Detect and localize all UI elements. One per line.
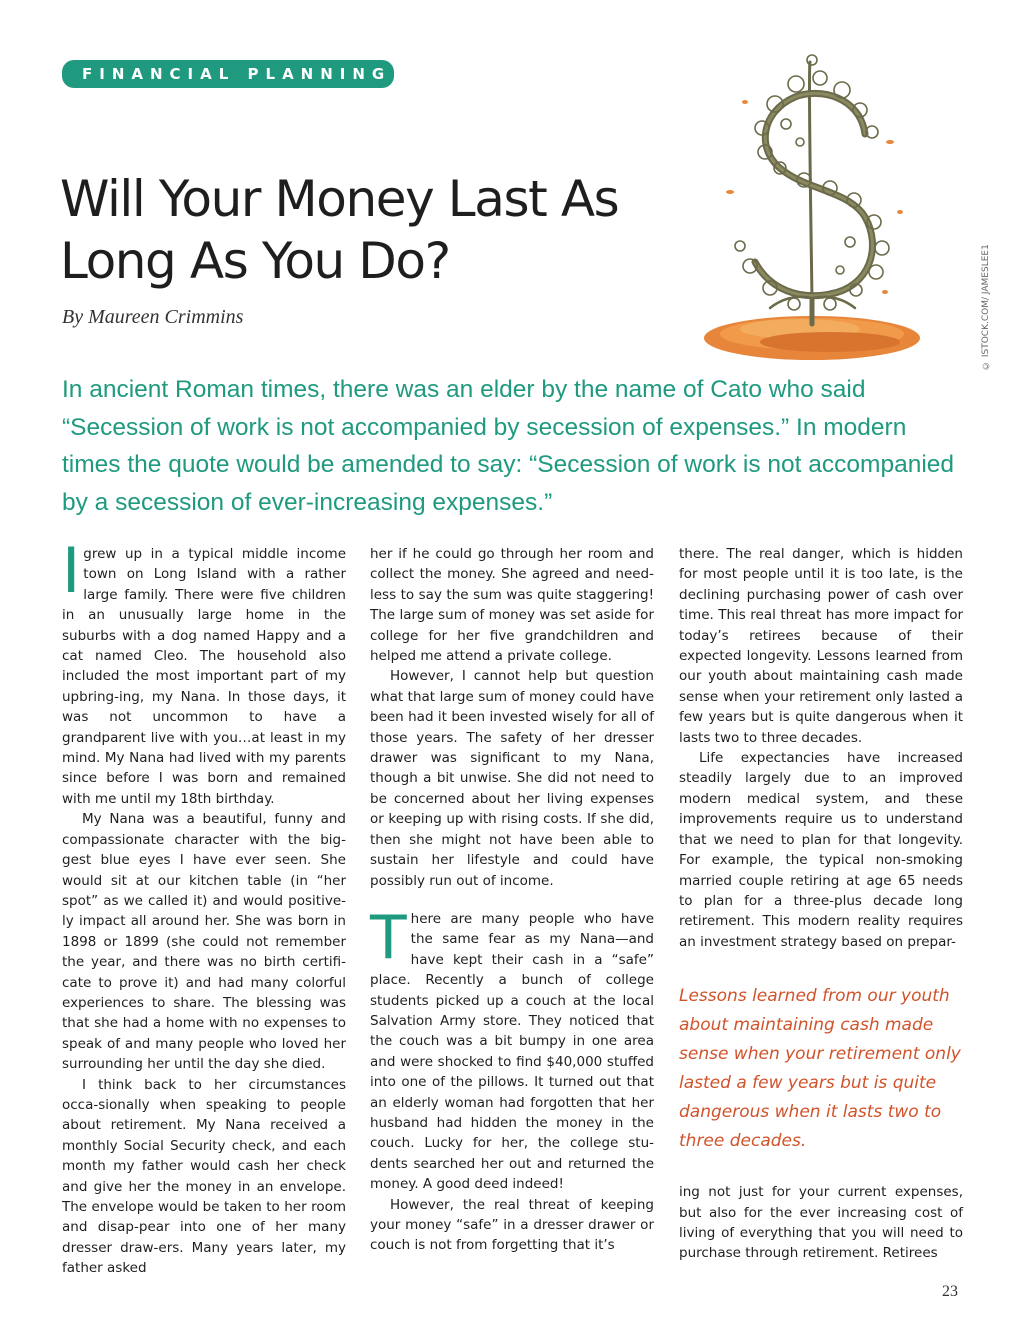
paragraph: Life expectancies have increased steadily largely due to an improved modern medical system, and these improvements require us to understand that we need to plan for that longevity. For example, the typical non-smoking married couple retiring at age 65 needs to plan for a three-plus decade long retirement. This modern reality requires an investment strategy based on prepar- — [679, 750, 963, 950]
pull-quote: Lessons learned from our youth about maintaining cash made sense when your retirement only lasted a few years but is quite dangerous when it lasts two to three decades. — [679, 986, 961, 1152]
paragraph: My Nana was a beautiful, funny and compassionate character with the big-gest blue eyes I have ever seen. She would sit at our kitchen table (in “her spot” as we called it) and would positive-ly impact all around her. She was born in 1898 or 1899 (she could not remember the year, and there was no birth certifi-cate to prove it) and had many colorful experiences to share. The blessing was that she had a home with no expenses to speak of and many people who loved her surrounding her until the day she died. — [62, 811, 346, 1073]
article-column-3 — [679, 544, 963, 1264]
paragraph: her if he could go through her room and collect the money. She agreed and need-less to say the sum was quite staggering! The large sum of money was set aside for college for her five grandchildren and helped me attend a private college. — [370, 546, 654, 665]
dollar-sign-tree-icon — [700, 42, 940, 372]
title-line-2: Long As You Do? — [60, 232, 450, 290]
paragraph — [62, 534, 346, 809]
section-label: FINANCIAL PLANNING — [62, 60, 394, 88]
article-column-2 — [370, 544, 654, 1256]
paragraph: ing not just for your current expenses, but also for the ever increasing cost of living of everything that you will need to purchase through retirement. Retirees — [679, 1184, 963, 1262]
intro-quote: In ancient Roman times, there was an elder by the name of Cato who said “Secession of work is not accompanied by secession of expenses.” In modern times the quote would be amended to say: “Secession of work is not accompanied by a secession of ever-increasing expenses.” — [62, 376, 955, 516]
article-column-1 — [62, 534, 346, 1279]
paragraph: However, the real threat of keeping your money “safe” in a dresser drawer or couch is not from forgetting that it’s — [370, 1196, 654, 1254]
paragraph-text: grew up in a typical middle income town on Long Island with a rather large family. There were five children in an unusually large home in the suburbs with a dog named Happy and a cat named Cleo. The household also included the most important part of my upbring-ing, my Nana. In those days, it was not uncommon to have a grandparent live with you…at least in my mind. My Nana had lived with my parents since before I was born and remained with me until my 18th birthday. — [62, 546, 346, 807]
drop-cap: I — [62, 534, 81, 607]
paragraph: However, I cannot help but question what that large sum of money could have been had it been invested wisely for all of those years. The safety of her dresser drawer was significant to my Nana, though a bit unwise. She did not need to be concerned about her living expenses or keeping up with rising costs. If she did, then she might not have been able to sustain her lifestyle and could have possibly run out of income. — [370, 668, 654, 889]
paragraph — [370, 902, 654, 1195]
paragraph-text: here are many people who have the same fear as my Nana—and have kept their cash in a “safe” place. Recently a bunch of college students picked up a couch at the local Salvation Army store. They noticed that the couch was a bit bumpy in one area and were shocked to find $40,000 stuffed into one of the pillows. It turned out that an elderly woman had forgotten that her husband had hidden the money in the couch. Lucky for her, the college stu-dents searched her out and returned the money. A good deed indeed! — [370, 910, 654, 1193]
page-number: 23 — [942, 1283, 958, 1300]
drop-cap: T — [370, 902, 407, 973]
paragraph: I think back to her circumstances occa-sionally when speaking to people about retirement. My Nana received a monthly Social Security check, and each month my father would cash her check and give her the money in an envelope. The envelope would be taken to her room and disap-pear into one of her many dresser draw-ers. Many years later, my father asked — [62, 1076, 346, 1277]
title-line-1: Will Your Money Last As — [60, 170, 619, 228]
photo-credit: © ISTOCK.COM/ JAMESLEE1 — [981, 244, 991, 370]
byline: By Maureen Crimmins — [62, 306, 244, 328]
paragraph: there. The real danger, which is hidden for most people until it is too late, is the declining purchasing power of cash over time. This real threat has more impact for today’s retirees because of their expected longevity. Lessons learned from our youth about maintaining cash made sense when your retirement only lasted a few years but is quite dangerous when it lasts two to three decades. — [679, 546, 963, 746]
article-title — [60, 168, 700, 292]
